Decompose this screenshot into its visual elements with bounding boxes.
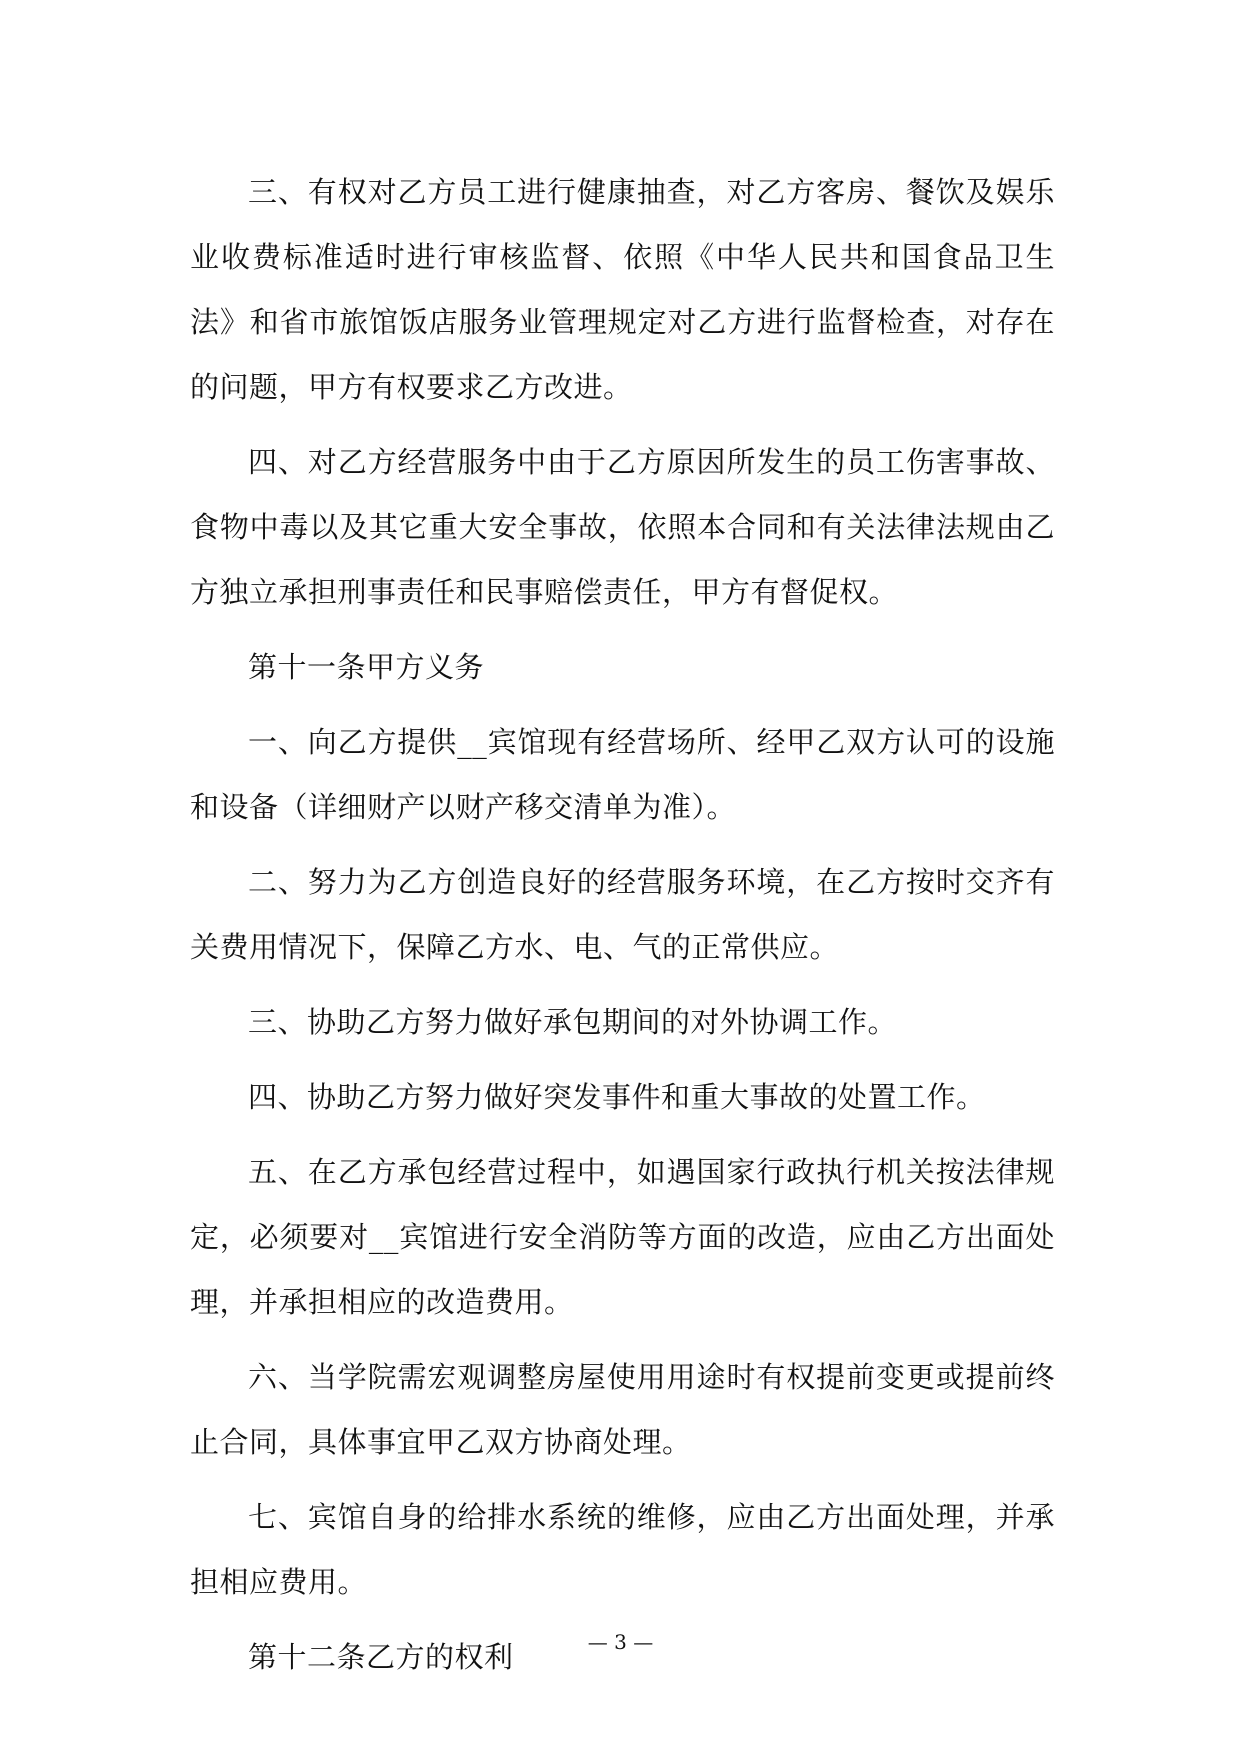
paragraph-obligation-1: 一、向乙方提供__宾馆现有经营场所、经甲乙双方认可的设施和设备（详细财产以财产移交清单为准）。 (190, 725, 1055, 824)
paragraph-obligation-5: 五、在乙方承包经营过程中，如遇国家行政执行机关按法律规定，必须要对__宾馆进行安全消防等方面的改造，应由乙方出面处理，并承担相应的改造费用。 (190, 1155, 1055, 1319)
paragraph-obligation-7: 七、宾馆自身的给排水系统的维修，应由乙方出面处理，并承担相应费用。 (190, 1500, 1055, 1599)
article-11-heading: 第十一条甲方义务 (248, 650, 485, 684)
page-number: — 3 — (587, 1630, 654, 1654)
paragraph-obligation-6: 六、当学院需宏观调整房屋使用用途时有权提前变更或提前终止合同，具体事宜甲乙双方协商处理。 (190, 1360, 1055, 1459)
article-12-heading: 第十二条乙方的权利 (248, 1640, 514, 1674)
paragraph-obligation-3: 三、协助乙方努力做好承包期间的对外协调工作。 (248, 1005, 898, 1039)
document-body (190, 160, 1055, 1700)
paragraph-clause-3-inspection: 三、有权对乙方员工进行健康抽查，对乙方客房、餐饮及娱乐业收费标准适时进行审核监督、依照《中华人民共和国食品卫生法》和省市旅馆饭店服务业管理规定对乙方进行监督检查，对存在的问题，甲方有权要求乙方改进。 (190, 175, 1055, 404)
paragraph-obligation-2: 二、努力为乙方创造良好的经营服务环境，在乙方按时交齐有关费用情况下，保障乙方水、电、气的正常供应。 (190, 865, 1055, 964)
paragraph-obligation-4: 四、协助乙方努力做好突发事件和重大事故的处置工作。 (248, 1080, 986, 1114)
paragraph-clause-4-liability: 四、对乙方经营服务中由于乙方原因所发生的员工伤害事故、食物中毒以及其它重大安全事故，依照本合同和有关法律法规由乙方独立承担刑事责任和民事赔偿责任，甲方有督促权。 (190, 445, 1055, 609)
